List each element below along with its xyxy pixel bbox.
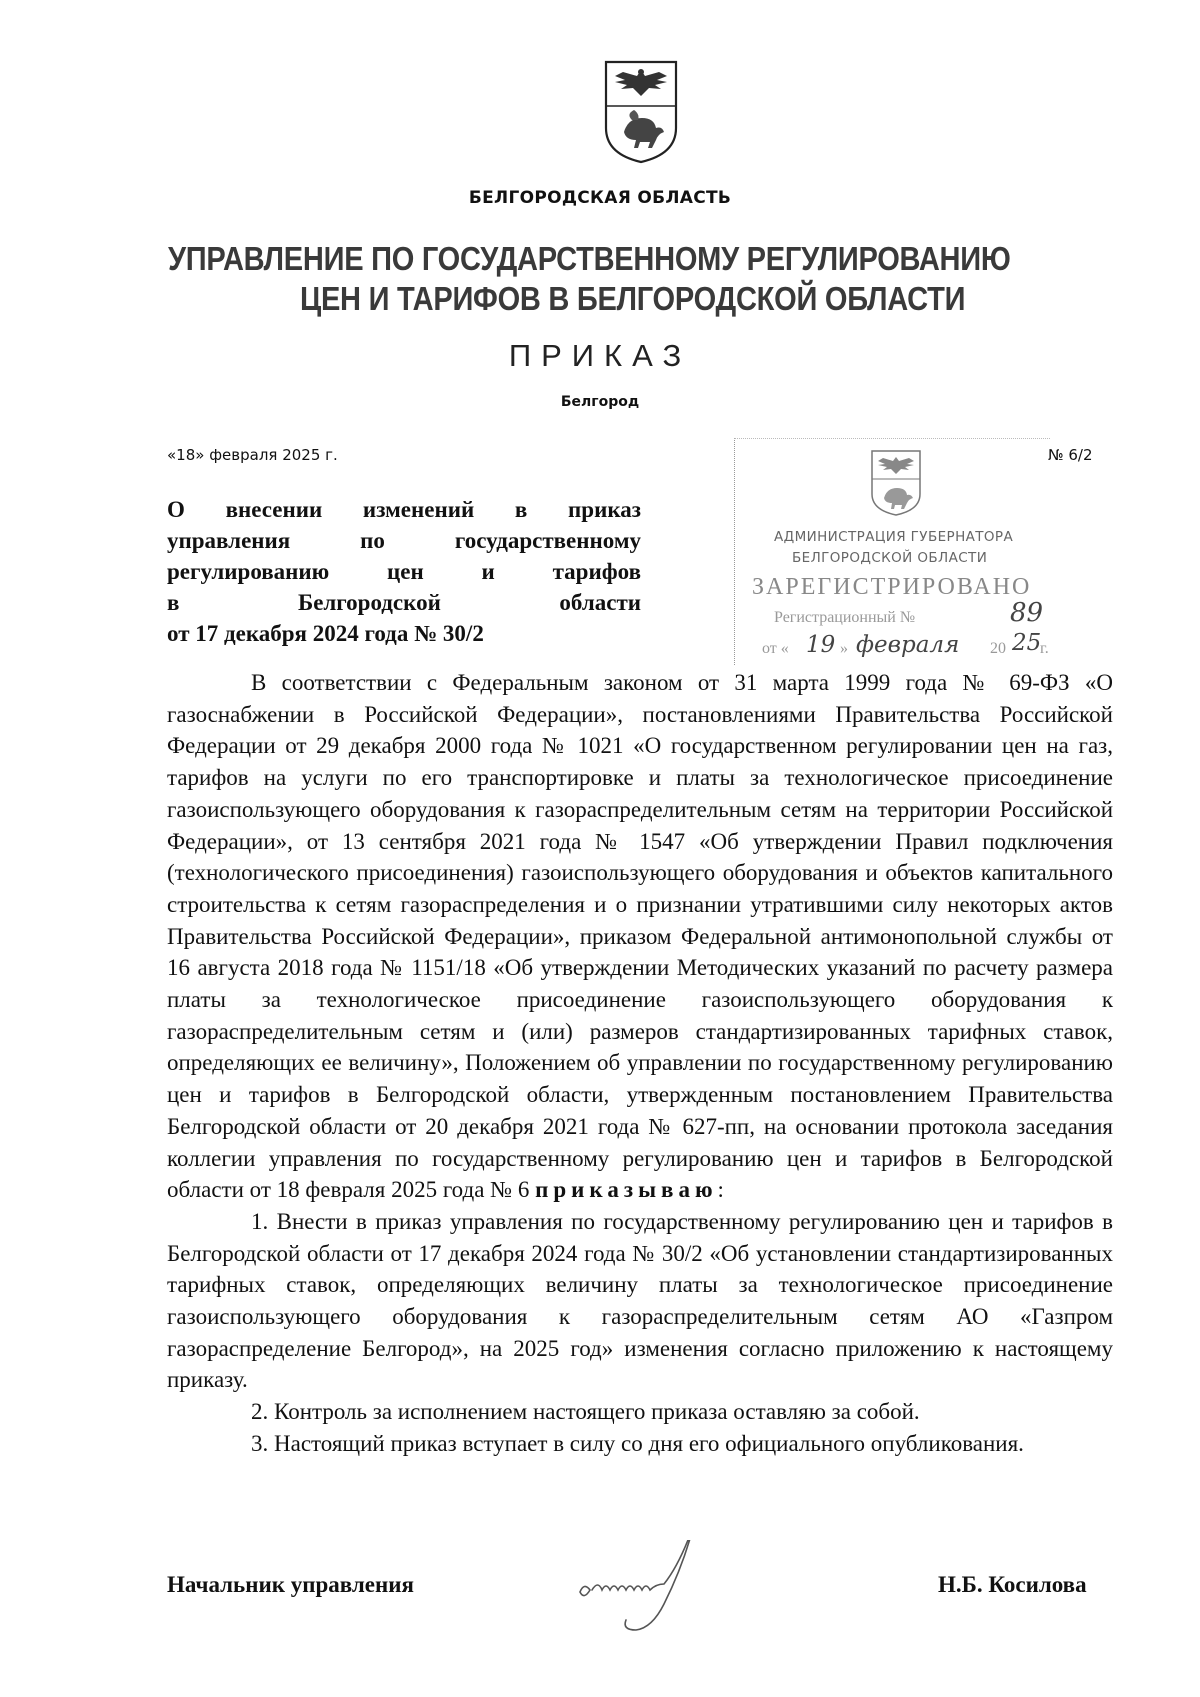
stamp-emblem-icon xyxy=(868,448,924,518)
stamp-date-year: 25 xyxy=(1012,630,1042,656)
signer-name: Н.Б. Косилова xyxy=(938,1572,1087,1597)
agency-name-line2: ЦЕН И ТАРИФОВ В БЕЛГОРОДСКОЙ ОБЛАСТИ xyxy=(300,280,966,317)
city-name: Белгород xyxy=(560,394,640,410)
stamp-date-prefix: от « xyxy=(762,640,789,657)
stamp-org-line1: АДМИНИСТРАЦИЯ ГУБЕРНАТОРА xyxy=(774,529,1014,545)
order-word: приказываю xyxy=(535,1177,718,1203)
subject-line: регулированию цен и тарифов xyxy=(167,559,641,584)
document-subject xyxy=(167,494,641,649)
coat-of-arms-icon xyxy=(602,58,680,166)
stamp-date-suffix: г. xyxy=(1040,640,1049,657)
subject-line: от 17 декабря 2024 года № 30/2 xyxy=(167,621,484,646)
order-item-1: 1. Внести в приказ управления по государственному регулированию цен и тарифов в Белгородской области от 17 декабря 2024 года № 30/2 «Об установлении стандартизированных тарифных ставок, определяющих величину платы за технологическое присоединение газоиспользующего оборудования к газораспределительным сетям АО «Газпром газораспределение Белгород», на 2025 год» изменения согласно приложению к настоящему приказу. xyxy=(167,1208,1113,1393)
stamp-reg-number: 89 xyxy=(1010,598,1044,628)
handwritten-signature xyxy=(570,1540,770,1660)
order-colon: : xyxy=(717,1177,724,1203)
stamp-org-line2: БЕЛГОРОДСКОЙ ОБЛАСТИ xyxy=(792,550,988,566)
signer-position: Начальник управления xyxy=(167,1572,414,1597)
document-date: «18» февраля 2025 г. xyxy=(167,446,338,464)
order-item-2: 2. Контроль за исполнением настоящего приказа оставляю за собой. xyxy=(251,1399,920,1425)
stamp-date-day: 19 xyxy=(806,632,836,658)
document-body xyxy=(167,667,1113,1460)
document-number: № 6/2 xyxy=(1048,446,1093,464)
order-item-3: 3. Настоящий приказ вступает в силу со дня его официального опубликования. xyxy=(251,1430,1024,1456)
subject-line: управления по государственному xyxy=(167,528,641,553)
stamp-date-year-prefix: 20 xyxy=(990,640,1006,657)
stamp-date-month: февраля xyxy=(856,632,960,658)
agency-name-line1: УПРАВЛЕНИЕ ПО ГОСУДАРСТВЕННОМУ РЕГУЛИРОВАНИЮ xyxy=(168,240,1011,277)
subject-line: в Белгородской области xyxy=(167,590,641,615)
region-name: БЕЛГОРОДСКАЯ ОБЛАСТЬ xyxy=(468,188,732,208)
stamp-date-mid: » xyxy=(840,640,848,657)
document-type: ПРИКАЗ xyxy=(508,338,692,373)
stamp-registered: ЗАРЕГИСТРИРОВАНО xyxy=(752,574,1032,600)
preamble-paragraph xyxy=(167,667,1113,1206)
stamp-reg-label: Регистрационный № xyxy=(774,609,916,626)
subject-line: О внесении изменений в приказ xyxy=(167,497,641,522)
preamble-text: В соответствии с Федеральным законом от 31 марта 1999 года № 69-ФЗ «О газоснабжении в Российской Федерации», постановлениями Правительства Российской Федерации от 29 декабря 2000 года № 1021 «О государственном регулировании цен на газ, тарифов на услуги по его транспортировке и платы за технологическое присоединение газоиспользующего оборудования к газораспределительным сетям на территории Российской Федерации», от 13 сентября 2021 года № 1547 «Об утверждении Правил подключения (технологического присоединения) газоиспользующего оборудования и объектов капитального строительства к сетям газораспределения и о признании утратившими силу некоторых актов Правительства Российской Федерации», приказом Федеральной антимонопольной службы от 16 августа 2018 года № 1151/18 «Об утверждении Методических указаний по расчету размера платы за технологическое присоединение газоиспользующего оборудования к газораспределительным сетям и (или) размеров стандартизированных тарифных ставок, определяющих ее величину», Положением об управлении по государственному регулированию цен и тарифов в Белгородской области, утвержденным постановлением Правительства Белгородской области от 20 декабря 2021 года № 627-пп, на основании протокола заседания коллегии управления по государственному регулированию цен и тарифов в Белгородской области от 18 февраля 2025 года № 6 xyxy=(167,670,1113,1203)
